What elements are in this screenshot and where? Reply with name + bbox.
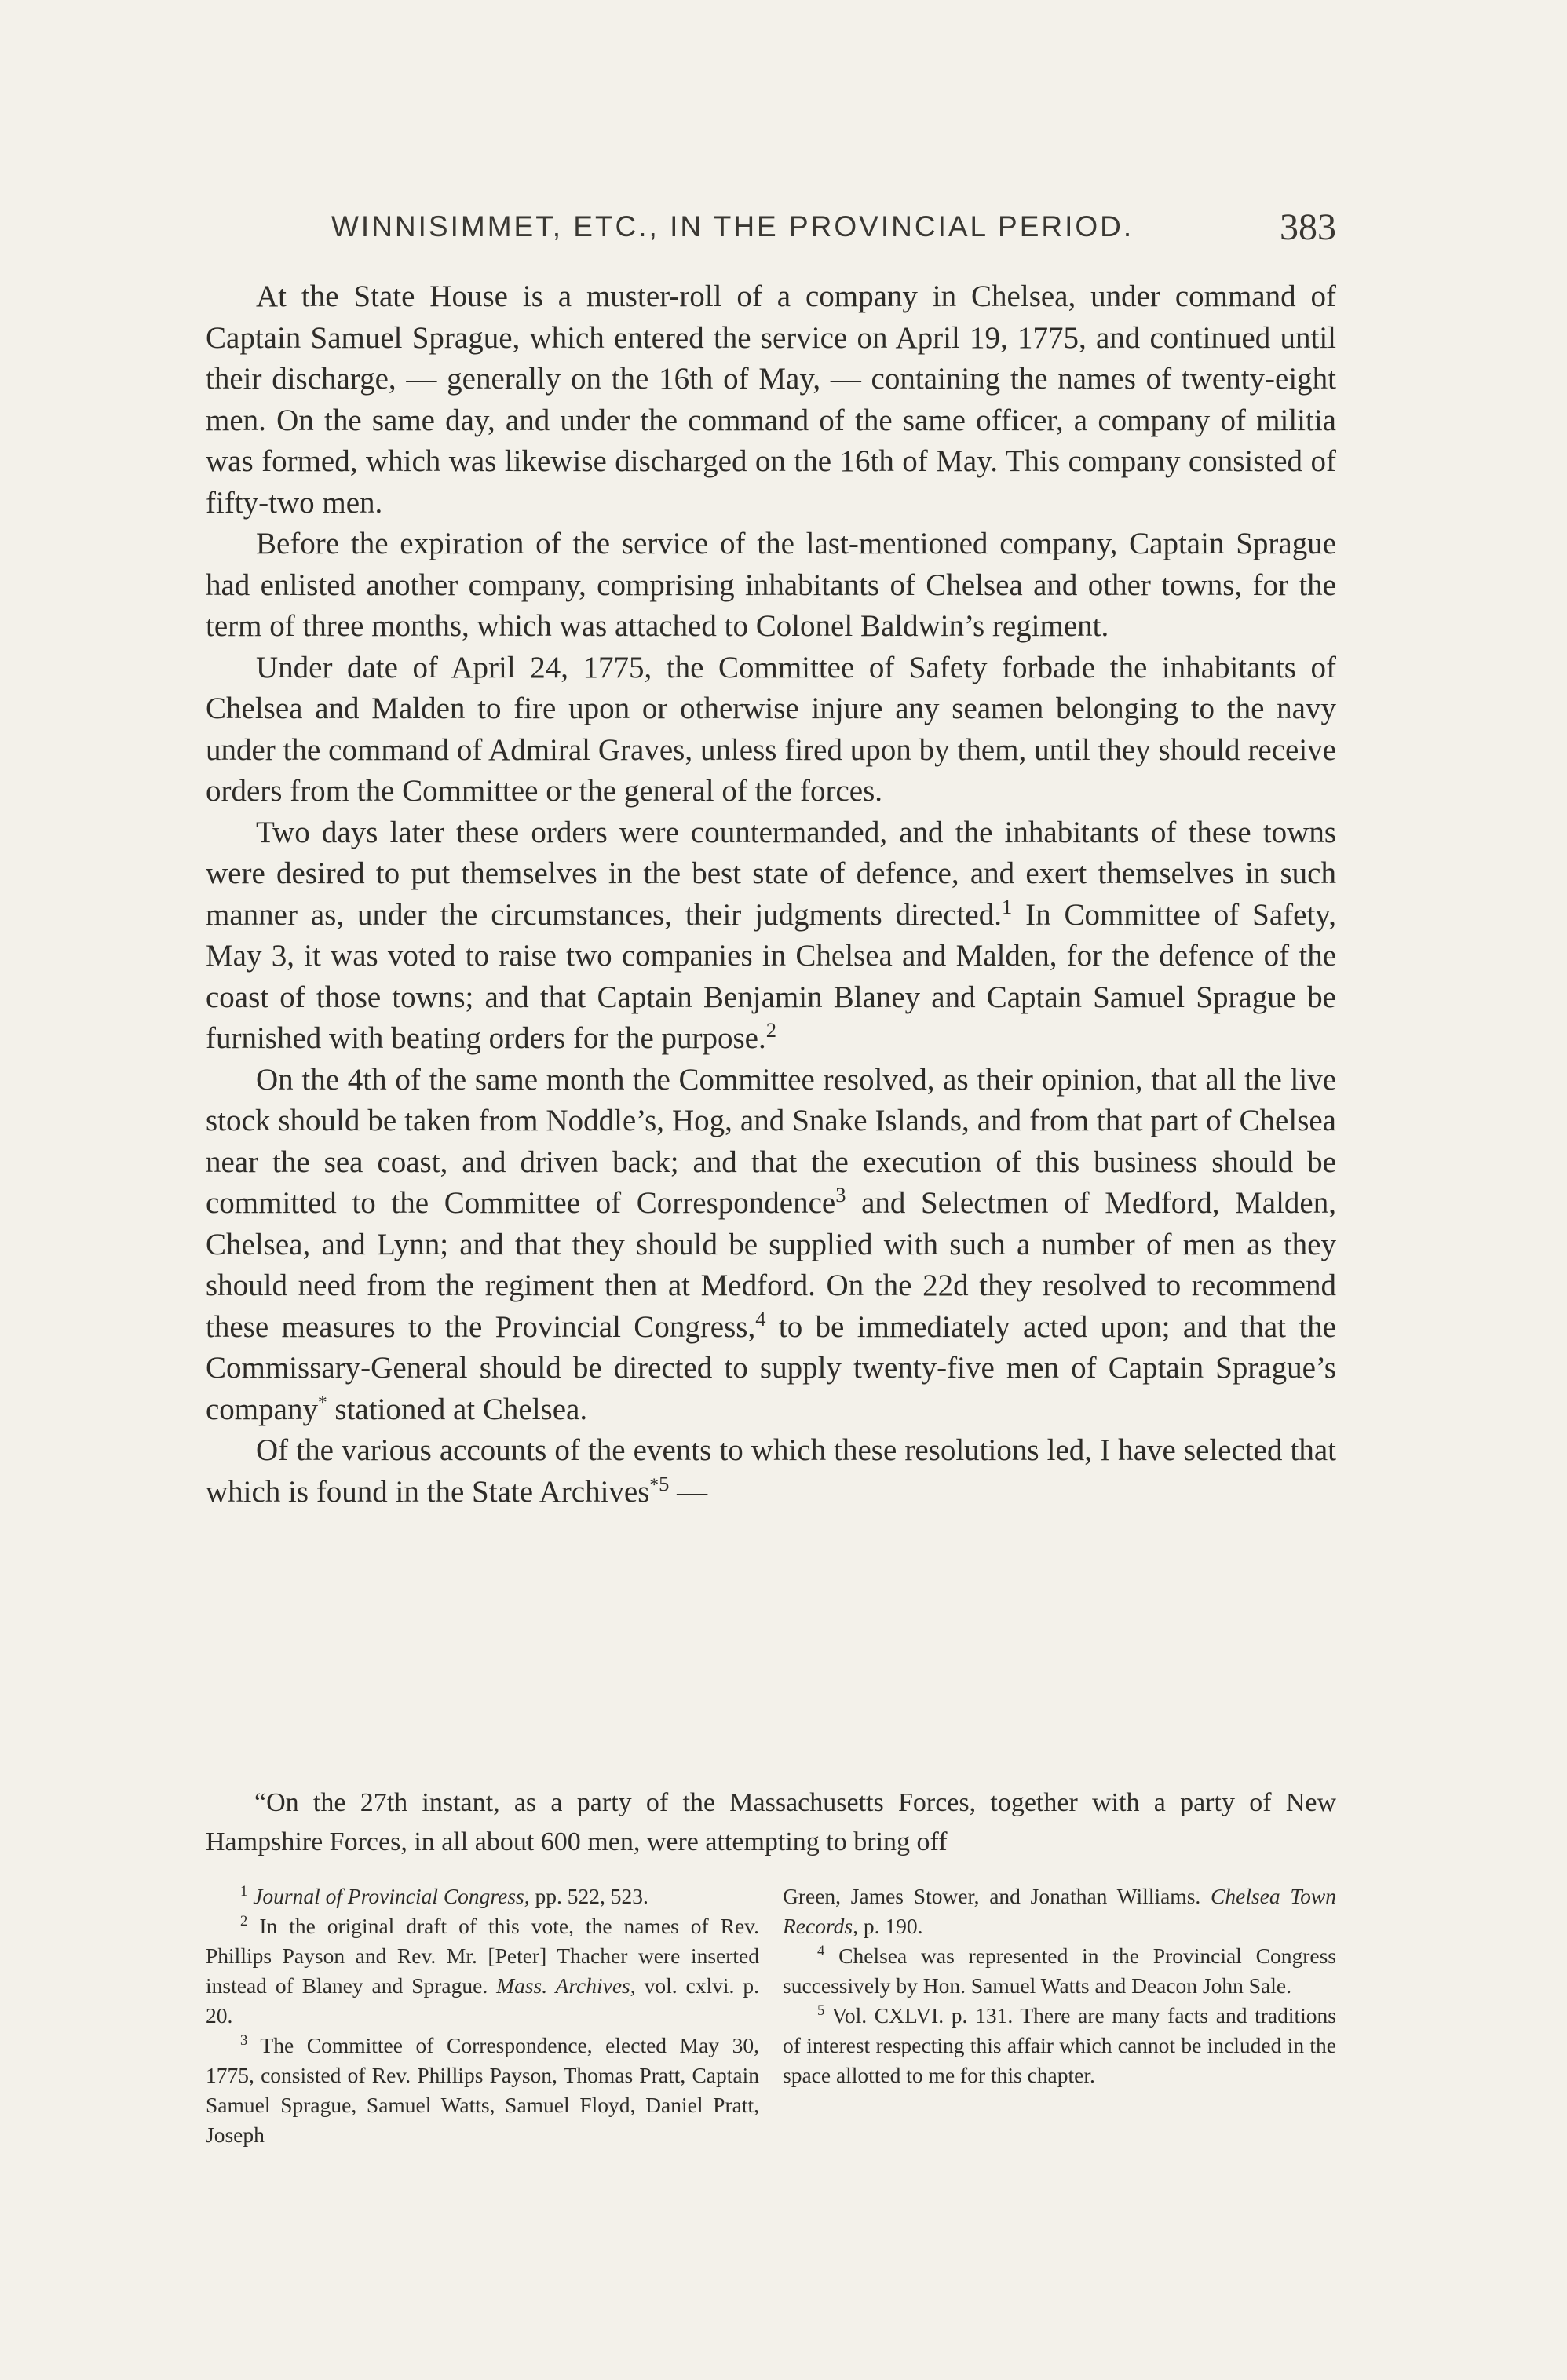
paragraph-6-text-a: Of the various accounts of the events to which these resolutions led, I have selected that which is found in the State Archives bbox=[206, 1433, 1336, 1509]
footnote-text: The Committee of Correspondence, elected May 30, 1775, consisted of Rev. Phillips Payson, Thomas Pratt, Captain Samuel Sprague, Samuel Watts, Samuel Floyd, Daniel Pratt, Joseph bbox=[206, 2033, 759, 2147]
paragraph-6 bbox=[206, 1430, 1336, 1513]
paragraph-4-text-a: Two days later these orders were countermanded, and the inhabitants of these towns were desired to put themselves in the best state of defence, and exert themselves in such manner as, under the circumstances, their judgments directed. bbox=[206, 815, 1336, 932]
footnote-text: pp. 522, 523. bbox=[529, 1884, 648, 1908]
page-header bbox=[206, 206, 1336, 261]
footnote-ref-1: 1 bbox=[1001, 894, 1013, 918]
footnote-5 bbox=[783, 2001, 1336, 2090]
footnote-ref-3: 3 bbox=[835, 1183, 846, 1206]
footnote-4 bbox=[783, 1941, 1336, 2001]
quoted-extract bbox=[206, 1783, 1336, 1862]
footnotes-left-column bbox=[206, 1882, 759, 2150]
footnote-2 bbox=[206, 1911, 759, 2031]
paragraph-4-text-b: In Committee of Safety, May 3, it was voted to raise two companies in Chelsea and Malden, for the defence of the coast of those towns; and that Captain Benjamin Blaney and Captain Samuel Sprague be furnished with beating orders for the purpose. bbox=[206, 897, 1336, 1055]
footnote-text: Vol. CXLVI. p. 131. There are many facts and traditions of interest respecting this affair which cannot be included in the space allotted to me for this chapter. bbox=[783, 2003, 1336, 2087]
footnote-ref-5: 5 bbox=[659, 1471, 670, 1495]
footnote-3-continued bbox=[783, 1882, 1336, 1941]
footnote-number: 4 bbox=[817, 1942, 825, 1959]
paragraph-5-text-b: and Selectmen of Medford, Malden, Chelsea, and Lynn; and that they should be supplied with such a number of men as they should need from the regiment then at Medford. On the 22d they resolved to recommend these measures to the Provincial Congress, bbox=[206, 1186, 1336, 1344]
page-number: 383 bbox=[1280, 206, 1336, 248]
paragraph-5-text-d: stationed at Chelsea. bbox=[327, 1392, 588, 1426]
asterisk-marker: * bbox=[649, 1474, 659, 1495]
running-head: WINNISIMMET, ETC., IN THE PROVINCIAL PERIOD. bbox=[331, 210, 1134, 243]
paragraph-2: Before the expiration of the service of the last-mentioned company, Captain Sprague had enlisted another company, comprising inhabitants of Chelsea and other towns, for the term of three months, which was attached to Colonel Baldwin’s regiment. bbox=[206, 527, 1336, 643]
footnotes-right-column bbox=[783, 1882, 1336, 2090]
asterisk-marker: * bbox=[317, 1392, 327, 1413]
body-text bbox=[206, 276, 1336, 1513]
footnote-title: Mass. Archives, bbox=[496, 1973, 636, 1998]
footnotes bbox=[206, 1882, 1336, 2180]
footnote-1 bbox=[206, 1882, 759, 1911]
footnote-title: Journal of Provincial Congress, bbox=[253, 1884, 530, 1908]
footnote-text: Green, James Stower, and Jonathan Williams. bbox=[783, 1884, 1211, 1908]
footnote-number: 1 bbox=[240, 1882, 248, 1900]
footnote-ref-4: 4 bbox=[755, 1306, 766, 1331]
footnote-number: 3 bbox=[240, 2031, 248, 2049]
paragraph-5-text-a: On the 4th of the same month the Committee resolved, as their opinion, that all the live stock should be taken from Noddle’s, Hog, and Snake Islands, and from that part of Chelsea near the sea coast, and driven back; and that the execution of this business should be committed to the Committee of Correspondence bbox=[206, 1062, 1336, 1220]
footnote-title: Chelsea Town Records, bbox=[783, 1884, 1336, 1938]
paragraph-1: At the State House is a muster-roll of a company in Chelsea, under command of Captain Samuel Sprague, which entered the service on April 19, 1775, and continued until their discharge, — generally on the 16th of May, — containing the names of twenty-eight men. On the same day, and under the command of the same officer, a company of militia was formed, which was likewise discharged on the 16th of May. This company consisted of fifty-two men. bbox=[206, 279, 1336, 520]
paragraph-5-text-c: to be immediately acted upon; and that the Commissary-General should be directed to supply twenty-five men of Captain Sprague’s company bbox=[206, 1309, 1336, 1426]
paragraph-5 bbox=[206, 1060, 1336, 1431]
quote-text: “On the 27th instant, as a party of the Massachusetts Forces, together with a party of New Hampshire Forces, in all about 600 men, were attempting to bring off bbox=[206, 1788, 1336, 1856]
paragraph-6-text-b: — bbox=[669, 1474, 708, 1509]
paragraph-3: Under date of April 24, 1775, the Committee of Safety forbade the inhabitants of Chelsea and Malden to fire upon or otherwise injure any seamen belonging to the navy under the command of Admiral Graves, unless fired upon by them, until they should receive orders from the Committee or the general of the forces. bbox=[206, 650, 1336, 808]
footnote-text: p. 190. bbox=[857, 1914, 923, 1938]
paragraph-4 bbox=[206, 812, 1336, 1060]
footnote-number: 5 bbox=[817, 2002, 825, 2019]
footnote-text: Chelsea was represented in the Provincial Congress successively by Hon. Samuel Watts and Deacon John Sale. bbox=[783, 1944, 1336, 1998]
footnote-text: In the original draft of this vote, the names of Rev. Phillips Payson and Rev. Mr. [Peter] Thacher were inserted instead of Blaney and Sprague. bbox=[206, 1914, 759, 1998]
footnote-ref-2: 2 bbox=[765, 1018, 776, 1042]
footnote-number: 2 bbox=[240, 1912, 248, 1929]
footnote-3 bbox=[206, 2031, 759, 2150]
footnote-text: vol. cxlvi. p. 20. bbox=[206, 1973, 759, 2028]
